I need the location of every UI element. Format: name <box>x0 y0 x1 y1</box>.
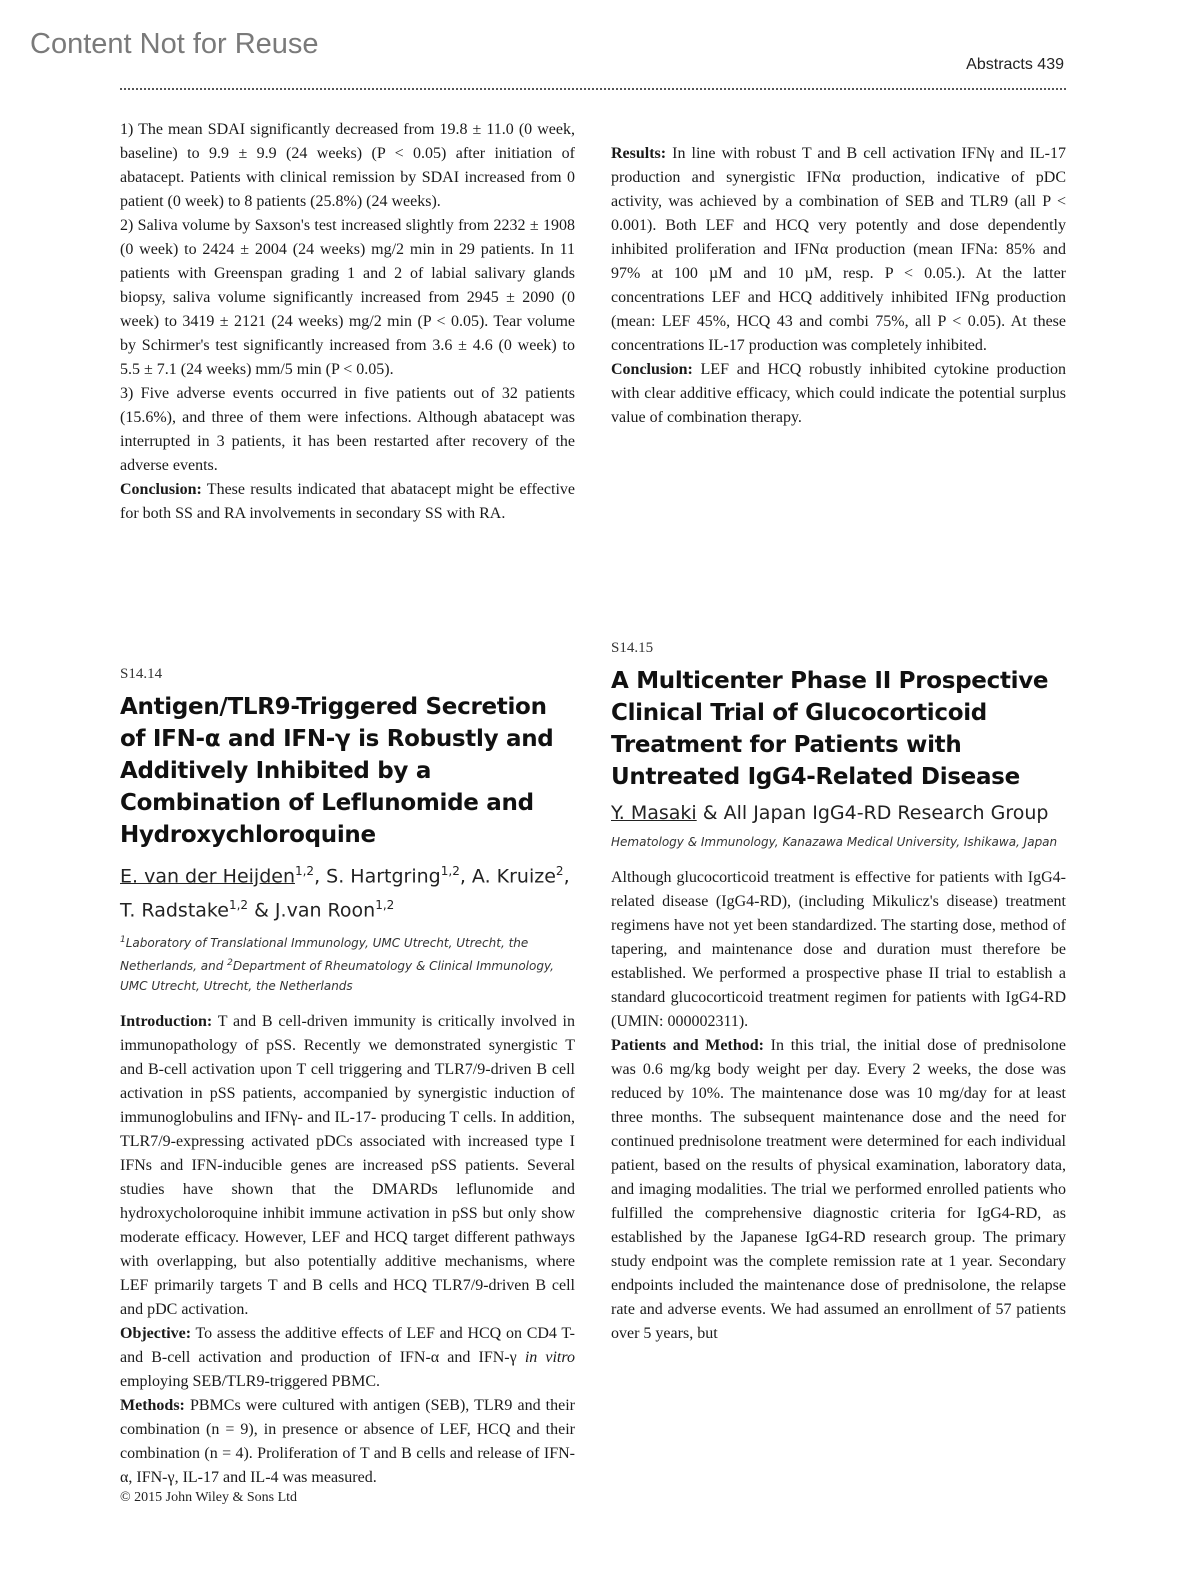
header-divider <box>120 88 1066 90</box>
introduction-paragraph <box>120 1010 575 1322</box>
result-item-3: 3) Five adverse events occurred in five patients out of 32 patients (15.6%), and three of them were infections. Although abatacept was interrupted in 3 patients, it has been restarted after recovery of the adverse events. <box>120 385 575 474</box>
patients-method-text: In this trial, the initial dose of prednisolone was 0.6 mg/kg body weight per day. Every 2 weeks, the dose was reduced by 10%. The maintenance dose was 10 mg/day for at least three months. The subsequent maintenance dose and the need for continued prednisolone treatment were determined for each individual patient, based on the results of physical examination, laboratory data, and imaging modalities. The trial we performed enrolled patients who fulfilled the comprehensive diagnostic criteria for IgG4-RD, as established by the Japanese IgG4-RD research group. The primary study endpoint was the complete remission rate at 1 year. Secondary endpoints included the maintenance dose of prednisolone, the relapse rate and adverse events. We had assumed an enrollment of 57 patients over 5 years, but <box>611 1037 1066 1342</box>
presenting-author: E. van der Heijden <box>120 865 295 888</box>
conclusion-text: LEF and HCQ robustly inhibited cytokine production with clear additive efficacy, which could indicate the potential surplus value of combination therapy. <box>611 361 1066 426</box>
objective-label: Objective: <box>120 1324 192 1342</box>
author: , A. Kruize <box>459 865 556 888</box>
author-group: & All Japan IgG4-RD Research Group <box>696 802 1049 824</box>
objective-paragraph <box>120 1322 575 1394</box>
author-list <box>611 799 1066 828</box>
author-affil-sup: 1,2 <box>440 864 460 878</box>
author-list <box>120 857 575 926</box>
abstract-title: Antigen/TLR9-Triggered Secretion of IFN-α and IFN-γ is Robustly and Additively Inhibited by a Combination of Leflunomide and Hydroxychloroquine <box>120 694 554 848</box>
author: , T. Radstake <box>120 865 570 922</box>
author-affil-sup: 1,2 <box>294 864 315 878</box>
abstract-s1415 <box>611 640 1066 1346</box>
methods-text: PBMCs were cultured with antigen (SEB), TLR9 and their combination (n = 9), in presence or absence of LEF, HCQ and their combination (n = 4). Proliferation of T and B cells and release of IFN-α, IFN-γ, IL-17 and IL-4 was measured. <box>120 1396 575 1486</box>
methods-label: Methods: <box>120 1396 185 1414</box>
author-affil-sup: 2 <box>555 864 564 878</box>
affil-text: Laboratory of Translational Immunology, UMC Utrecht, Utrecht, the Netherlands, and <box>120 935 529 973</box>
author-affil-sup: 1,2 <box>375 898 395 913</box>
patients-method-paragraph <box>611 1034 1066 1346</box>
methods-paragraph <box>120 1394 575 1490</box>
conclusion-paragraph <box>120 478 575 526</box>
author: & J.van Roon <box>248 899 376 922</box>
presenting-author: Y. Masaki <box>611 802 697 824</box>
conclusion-paragraph <box>611 358 1066 430</box>
author-affil-sup: 1,2 <box>228 898 249 913</box>
objective-text-end: employing SEB/TLR9-triggered PBMC. <box>120 1372 380 1390</box>
conclusion-label: Conclusion: <box>611 361 693 378</box>
result-item-2: 2) Saliva volume by Saxson's test increased slightly from 2232 ± 1908 (0 week) to 2424 ± 2004 (24 weeks) mg/2 min in 29 patients. In 11 patients with Greenspan grading 1 and 2 of labial salivary glands biopsy, saliva volume significantly increased from 2945 ± 2090 (0 week) to 3419 ± 2121 (24 weeks) mg/2 min (P < 0.05). Tear volume by Schirmer's test significantly increased from 3.6 ± 4.6 (0 week) to 5.5 ± 7.1 (24 weeks) mm/5 min (P < 0.05). <box>120 217 575 378</box>
objective-text: To assess the additive effects of LEF and HCQ on CD4 T- and B-cell activation and production of IFN-α and IFN-γ <box>120 1324 575 1366</box>
objective-italic: in vitro <box>524 1348 575 1366</box>
previous-abstract-continuation <box>120 118 575 526</box>
affil-text: Department of Rheumatology & Clinical Immunology, UMC Utrecht, Utrecht, the Netherlands <box>120 958 554 993</box>
abstract-id: S14.14 <box>120 666 163 682</box>
abstract-id: S14.15 <box>611 640 654 656</box>
copyright-footer: © 2015 John Wiley & Sons Ltd <box>120 1490 298 1505</box>
results-text: In line with robust T and B cell activation IFNγ and IL-17 production and synergistic IFNα production, indicative of pDC activity, was achieved by a combination of SEB and TLR9 (all P < 0.001). Both LEF and HCQ very potently and dose dependently inhibited proliferation and IFNα production (mean IFNa: 85% and 97% at 100 µM and 10 µM, resp. P < 0.05.). At the latter concentrations LEF and HCQ additively inhibited IFNg production (mean: LEF 45%, HCQ 43 and combi 75%, all P < 0.05). At these concentrations IL-17 production was completely inhibited. <box>611 145 1066 354</box>
affiliations: Hematology & Immunology, Kanazawa Medical University, Ishikawa, Japan <box>611 835 1058 849</box>
introduction-paragraph: Although glucocorticoid treatment is effective for patients with IgG4-related disease (IgG4-RD), (including Mikulicz's disease) treatment regimens have not yet been standardized. The starting dose, method of tapering, and maintenance dose and duration must therefore be established. We performed a prospective phase II trial to establish a standard glucocorticoid treatment regimen for patients with IgG4-RD (UMIN: 000002311). <box>611 869 1066 1030</box>
patients-method-label: Patients and Method: <box>611 1037 764 1054</box>
abstract-title: A Multicenter Phase II Prospective Clinical Trial of Glucocorticoid Treatment for Patients with Untreated IgG4-Related Disease <box>611 668 1049 790</box>
watermark: Content Not for Reuse <box>30 28 319 60</box>
affil-marker: 1 <box>120 934 126 945</box>
conclusion-text: These results indicated that abatacept might be effective for both SS and RA involvements in secondary SS with RA. <box>120 481 575 522</box>
affiliations <box>120 930 575 996</box>
abstract-s1414 <box>120 666 575 1490</box>
introduction-label: Introduction: <box>120 1012 213 1030</box>
conclusion-label: Conclusion: <box>120 481 202 498</box>
result-item-1: 1) The mean SDAI significantly decreased from 19.8 ± 11.0 (0 week, baseline) to 9.9 ± 9.9 (24 weeks) (P < 0.05) after initiation of abatacept. Patients with clinical remission by SDAI increased from 0 patient (0 week) to 8 patients (25.8%) (24 weeks). <box>120 121 575 210</box>
running-head: Abstracts 439 <box>966 56 1064 73</box>
author: , S. Hartgring <box>314 865 441 888</box>
results-paragraph <box>611 142 1066 358</box>
abstract-s1414-continued <box>611 142 1066 430</box>
results-label: Results: <box>611 145 667 162</box>
affil-marker: 2 <box>227 957 233 968</box>
introduction-text: T and B cell-driven immunity is critically involved in immunopathology of pSS. Recently we demonstrated synergistic T and B-cell activation upon T cell triggering and TLR7/9-driven B cell activation in pSS patients, accompanied by synergistic induction of immunoglobulins and IFNγ- and IL-17- producing T cells. In addition, TLR7/9-expressing activated pDCs associated with increased type I IFNs and IFN-inducible genes are increased pSS patients. Several studies have shown that the DMARDs leflunomide and hydroxycholoroquine inhibit immune activation in pSS but only show moderate efficacy. However, LEF and HCQ target different pathways with overlapping, but also potentially additive mechanisms, where LEF primarily targets T and B cells and HCQ TLR7/9-driven B cell and pDC activation. <box>120 1012 575 1318</box>
